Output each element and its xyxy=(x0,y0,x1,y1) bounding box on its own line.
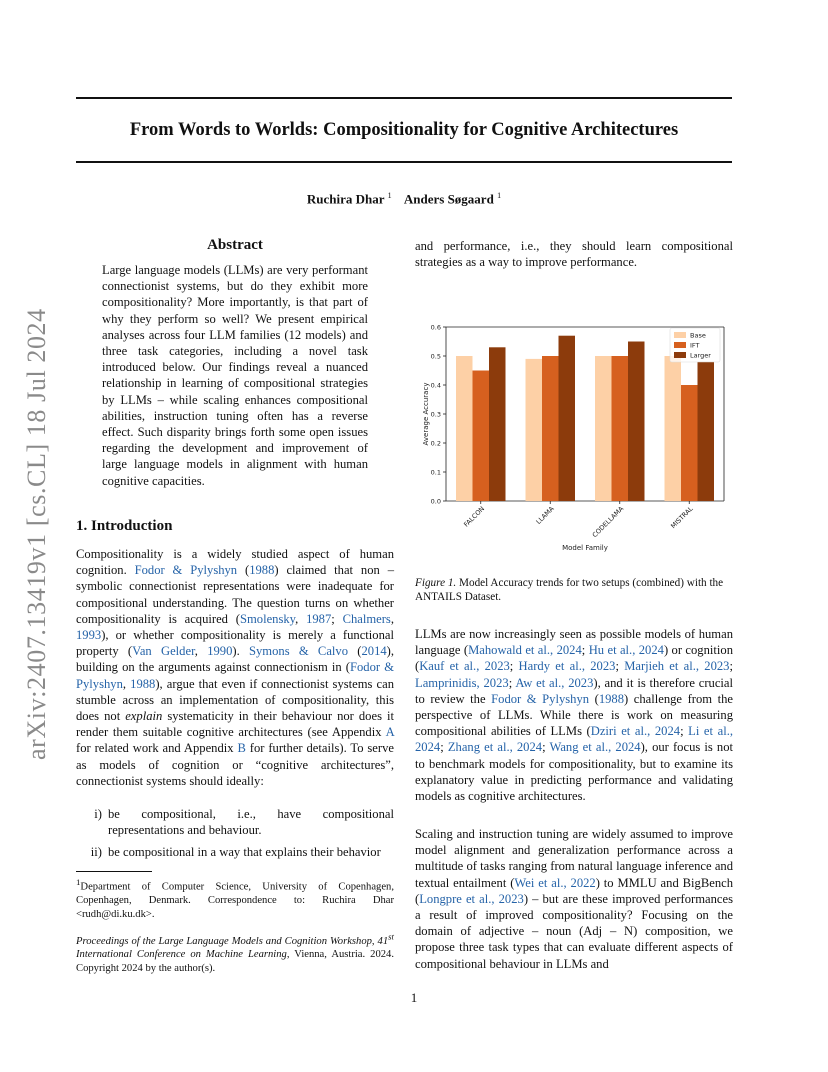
citation-link[interactable]: Kauf et al., 2023 xyxy=(419,659,510,674)
text-run: ( xyxy=(348,644,362,659)
text-run: ) to MMLU and BigBench ( xyxy=(415,875,734,906)
text-run: ; xyxy=(508,675,516,690)
text-run: ; xyxy=(509,659,519,674)
proceedings-venue: Proceedings of the Large Language Models and Cognition Workshop, xyxy=(76,935,378,947)
title-rule-bottom xyxy=(76,161,732,163)
y-tick-label: 0.0 xyxy=(430,497,441,506)
author-name: Anders Søgaard xyxy=(403,191,494,207)
citation-link[interactable]: Wei et al., 2022 xyxy=(514,875,596,890)
citation-link[interactable]: Hu et al., 2024 xyxy=(588,643,664,658)
legend-swatch xyxy=(674,352,686,358)
citation-link[interactable]: 1990 xyxy=(207,644,233,659)
text-run: ). xyxy=(232,644,249,659)
citation-link[interactable]: 1987 xyxy=(306,611,332,626)
bar-ift xyxy=(542,356,559,501)
abstract-text: Large language models (LLMs) are very performant connectionist systems, but do they exhibit more compositionality? More importantly, is that part of why they perform so well? We present empirical analyses across four LLM families (12 models) and three task categories, including a novel task introduced below. Our findings reveal a nuanced relationship in learning of compositional strategies by LLMs – while scaling enhances compositional abilities, instruction tuning often has a reverse effect. Such disparity brings forth some open issues regarding the development and improvement of large language models in alignment with human cognitive capacities. xyxy=(102,263,368,488)
text-run: ; xyxy=(581,643,589,658)
proceedings-ordinal: 41 xyxy=(377,935,389,947)
text-run: Scaling and instruction tuning are widely assumed to improve model alignment and generalization performance across a multitude of tasks ranging from natural language inference and textual entailment ( xyxy=(415,827,733,890)
citation-link[interactable]: Longpre et al., 2023 xyxy=(419,891,524,906)
citation-link[interactable]: Hardy et al., 2023 xyxy=(518,659,616,674)
x-tick-label: FALCON xyxy=(462,504,487,529)
bar-larger xyxy=(698,362,715,501)
text-run: ) challenge from the perspective of LLMs. While there is work on measuring compositional abilities of LLMs ( xyxy=(415,691,733,739)
text-run: , xyxy=(122,676,131,691)
citation-link[interactable]: Li et al., 2024 xyxy=(415,724,733,755)
text-run: ) claimed that non – symbolic connectionist representations were inadequate for compositional understanding. The question turns on whether compositionality is acquired ( xyxy=(76,563,394,626)
footnote-text: Department of Computer Science, University of Copenhagen, Copenhagen, Denmark. Correspondence to: Ruchira Dhar <rudh@di.ku.dk>. xyxy=(76,881,394,920)
legend-label: Larger xyxy=(690,351,711,360)
text-run: ) or cognition ( xyxy=(415,643,733,674)
body-paragraph xyxy=(415,626,733,804)
list-item-text: be compositional, i.e., have compositional representations and behaviour. xyxy=(108,807,394,838)
text-run: ( xyxy=(237,563,250,578)
citation-link[interactable]: A xyxy=(385,725,394,740)
text-run: ; xyxy=(542,740,550,755)
text-run: ; xyxy=(729,659,733,674)
title-rule-top xyxy=(76,97,732,99)
y-tick-label: 0.6 xyxy=(430,323,441,332)
caption-text: Model Accuracy trends for two setups (combined) with the ANTAILS Dataset. xyxy=(415,577,724,604)
text-run: ), building on the arguments against connectionism in ( xyxy=(76,644,395,675)
list-item-number: ii) xyxy=(90,845,102,860)
text-run: Compositionality is a widely studied aspect of human cognition. xyxy=(76,547,394,578)
legend-label: IFT xyxy=(690,341,700,350)
intro-paragraph xyxy=(76,546,394,789)
figure-label: Figure 1. xyxy=(415,577,457,589)
text-run: ), our focus is not to benchmark models for compositionality, but to examine its explanatory value in predicting performance and validating models as cognitive architectures. xyxy=(415,740,734,804)
body-paragraph xyxy=(415,826,733,972)
bar-larger xyxy=(559,336,576,501)
y-tick-label: 0.1 xyxy=(430,468,441,477)
citation-link[interactable]: Dziri et al., 2024 xyxy=(590,724,681,739)
x-tick-label: LLAMA xyxy=(534,504,556,526)
footnote xyxy=(76,876,394,921)
text-run: LLMs are now increasingly seen as possible models of human language ( xyxy=(415,627,733,658)
author-list xyxy=(76,191,732,207)
text-run: ; xyxy=(615,659,625,674)
bar-larger xyxy=(489,347,506,501)
legend-label: Base xyxy=(690,331,706,340)
list-item xyxy=(76,844,394,860)
text-run: ; xyxy=(440,740,448,755)
text-run: ) – but are these improved performances a result of improved compositionality? Focusing on the domain of adjective – noun (Adj – N) composition, we propose three task types that can evaluate different aspects of compositional behaviour in LLMs and xyxy=(415,891,733,971)
citation-link[interactable]: Symons & Calvo xyxy=(249,644,349,659)
x-axis-title: Model Family xyxy=(562,544,608,552)
text-run: for related work and Appendix xyxy=(76,741,238,756)
text-run: ), and it is therefore crucial to review the xyxy=(415,675,734,706)
citation-link[interactable]: B xyxy=(237,741,246,756)
citation-link[interactable]: 2014 xyxy=(361,644,387,659)
y-tick-label: 0.5 xyxy=(430,352,441,361)
author-affiliation: 1 xyxy=(387,191,392,200)
text-run: , xyxy=(390,611,394,626)
x-tick-label: CODELLAMA xyxy=(590,504,626,540)
citation-link[interactable]: Smolensky xyxy=(239,611,296,626)
y-tick-label: 0.2 xyxy=(430,439,441,448)
accuracy-bar-chart xyxy=(418,318,734,558)
arxiv-watermark: arXiv:2407.13419v1 [cs.CL] 18 Jul 2024 xyxy=(22,308,51,760)
paper-title: From Words to Worlds: Compositionality for Cognitive Architectures xyxy=(129,120,679,140)
bar-larger xyxy=(628,342,645,502)
requirements-list xyxy=(76,806,394,867)
text-run: , xyxy=(295,611,307,626)
footnote-rule xyxy=(76,871,152,872)
y-axis-title: Average Accuracy xyxy=(422,382,430,446)
bar-ift xyxy=(473,371,490,502)
bar-base xyxy=(595,356,612,501)
text-run: systematicity in their behaviour nor does it render them suitable cognitive architectures (see Appendix xyxy=(76,709,394,740)
text-run: for further details). To serve as models of cognition or “cognitive architectures”, connectionist systems should ideally: xyxy=(76,741,394,788)
citation-link[interactable]: Zhang et al., 2024 xyxy=(447,740,543,755)
section-heading: 1. Introduction xyxy=(76,518,173,534)
figure-caption xyxy=(415,576,733,605)
bar-base xyxy=(456,356,473,501)
text-run: , xyxy=(194,644,208,659)
abstract-heading: Abstract xyxy=(207,237,263,253)
y-tick-label: 0.4 xyxy=(430,381,441,390)
citation-link[interactable]: Fodor & Pylyshyn xyxy=(134,563,238,578)
text-run: ), argue that even if connectionist systems can stumble across an implementation of compositionality, this does not xyxy=(76,676,395,724)
text-run: ( xyxy=(589,691,599,706)
citation-link[interactable]: 1988 xyxy=(598,691,624,706)
bar-base xyxy=(526,359,543,501)
proceedings-note xyxy=(76,930,394,975)
citation-link[interactable]: 1988 xyxy=(249,563,275,578)
citation-link[interactable]: Lamprinidis, 2023 xyxy=(415,675,509,690)
citation-link[interactable]: Marjieh et al., 2023 xyxy=(624,659,730,674)
proceedings-conference: International Conference on Machine Learning xyxy=(76,949,287,961)
y-tick-label: 0.3 xyxy=(430,410,441,419)
page-number: 1 xyxy=(410,990,418,1005)
author-affiliation: 1 xyxy=(497,191,502,200)
citation-link[interactable]: Aw et al., 2023 xyxy=(515,675,594,690)
legend-swatch xyxy=(674,332,686,338)
bar-ift xyxy=(612,356,629,501)
list-item-number: i) xyxy=(94,807,102,821)
text-run: ; xyxy=(331,611,343,626)
bar-base xyxy=(665,356,682,501)
list-item xyxy=(76,806,394,838)
citation-link[interactable]: 1988 xyxy=(130,676,156,691)
footnote-marker: 1 xyxy=(76,877,81,887)
text-run: ), or whether compositionality is merely a functional property ( xyxy=(76,628,394,659)
author-name: Ruchira Dhar xyxy=(306,191,385,207)
citation-link[interactable]: Mahowald et al., 2024 xyxy=(468,643,582,658)
list-item-text: be compositional in a way that explains their behavior xyxy=(108,845,381,860)
paragraph-continuation: and performance, i.e., they should learn compositional strategies as a way to improve performance. xyxy=(415,239,733,270)
x-tick-label: MISTRAL xyxy=(669,504,695,531)
text-run: ; xyxy=(680,724,689,739)
legend-swatch xyxy=(674,342,686,348)
citation-link[interactable]: Wang et al., 2024 xyxy=(549,740,641,755)
bar-ift xyxy=(681,385,698,501)
proceedings-ordinal-suffix: st xyxy=(388,931,394,941)
citation-link[interactable]: Fodor & Pylyshyn xyxy=(76,660,394,691)
citation-link[interactable]: Van Gelder xyxy=(132,644,195,659)
citation-link[interactable]: Chalmers xyxy=(342,611,391,626)
citation-link[interactable]: 1993 xyxy=(76,628,102,643)
proceedings-details: , Vienna, Austria. 2024. Copyright 2024 by the author(s). xyxy=(76,949,394,974)
citation-link[interactable]: Fodor & Pylyshyn xyxy=(491,691,590,706)
emphasis-text: explain xyxy=(125,709,163,724)
